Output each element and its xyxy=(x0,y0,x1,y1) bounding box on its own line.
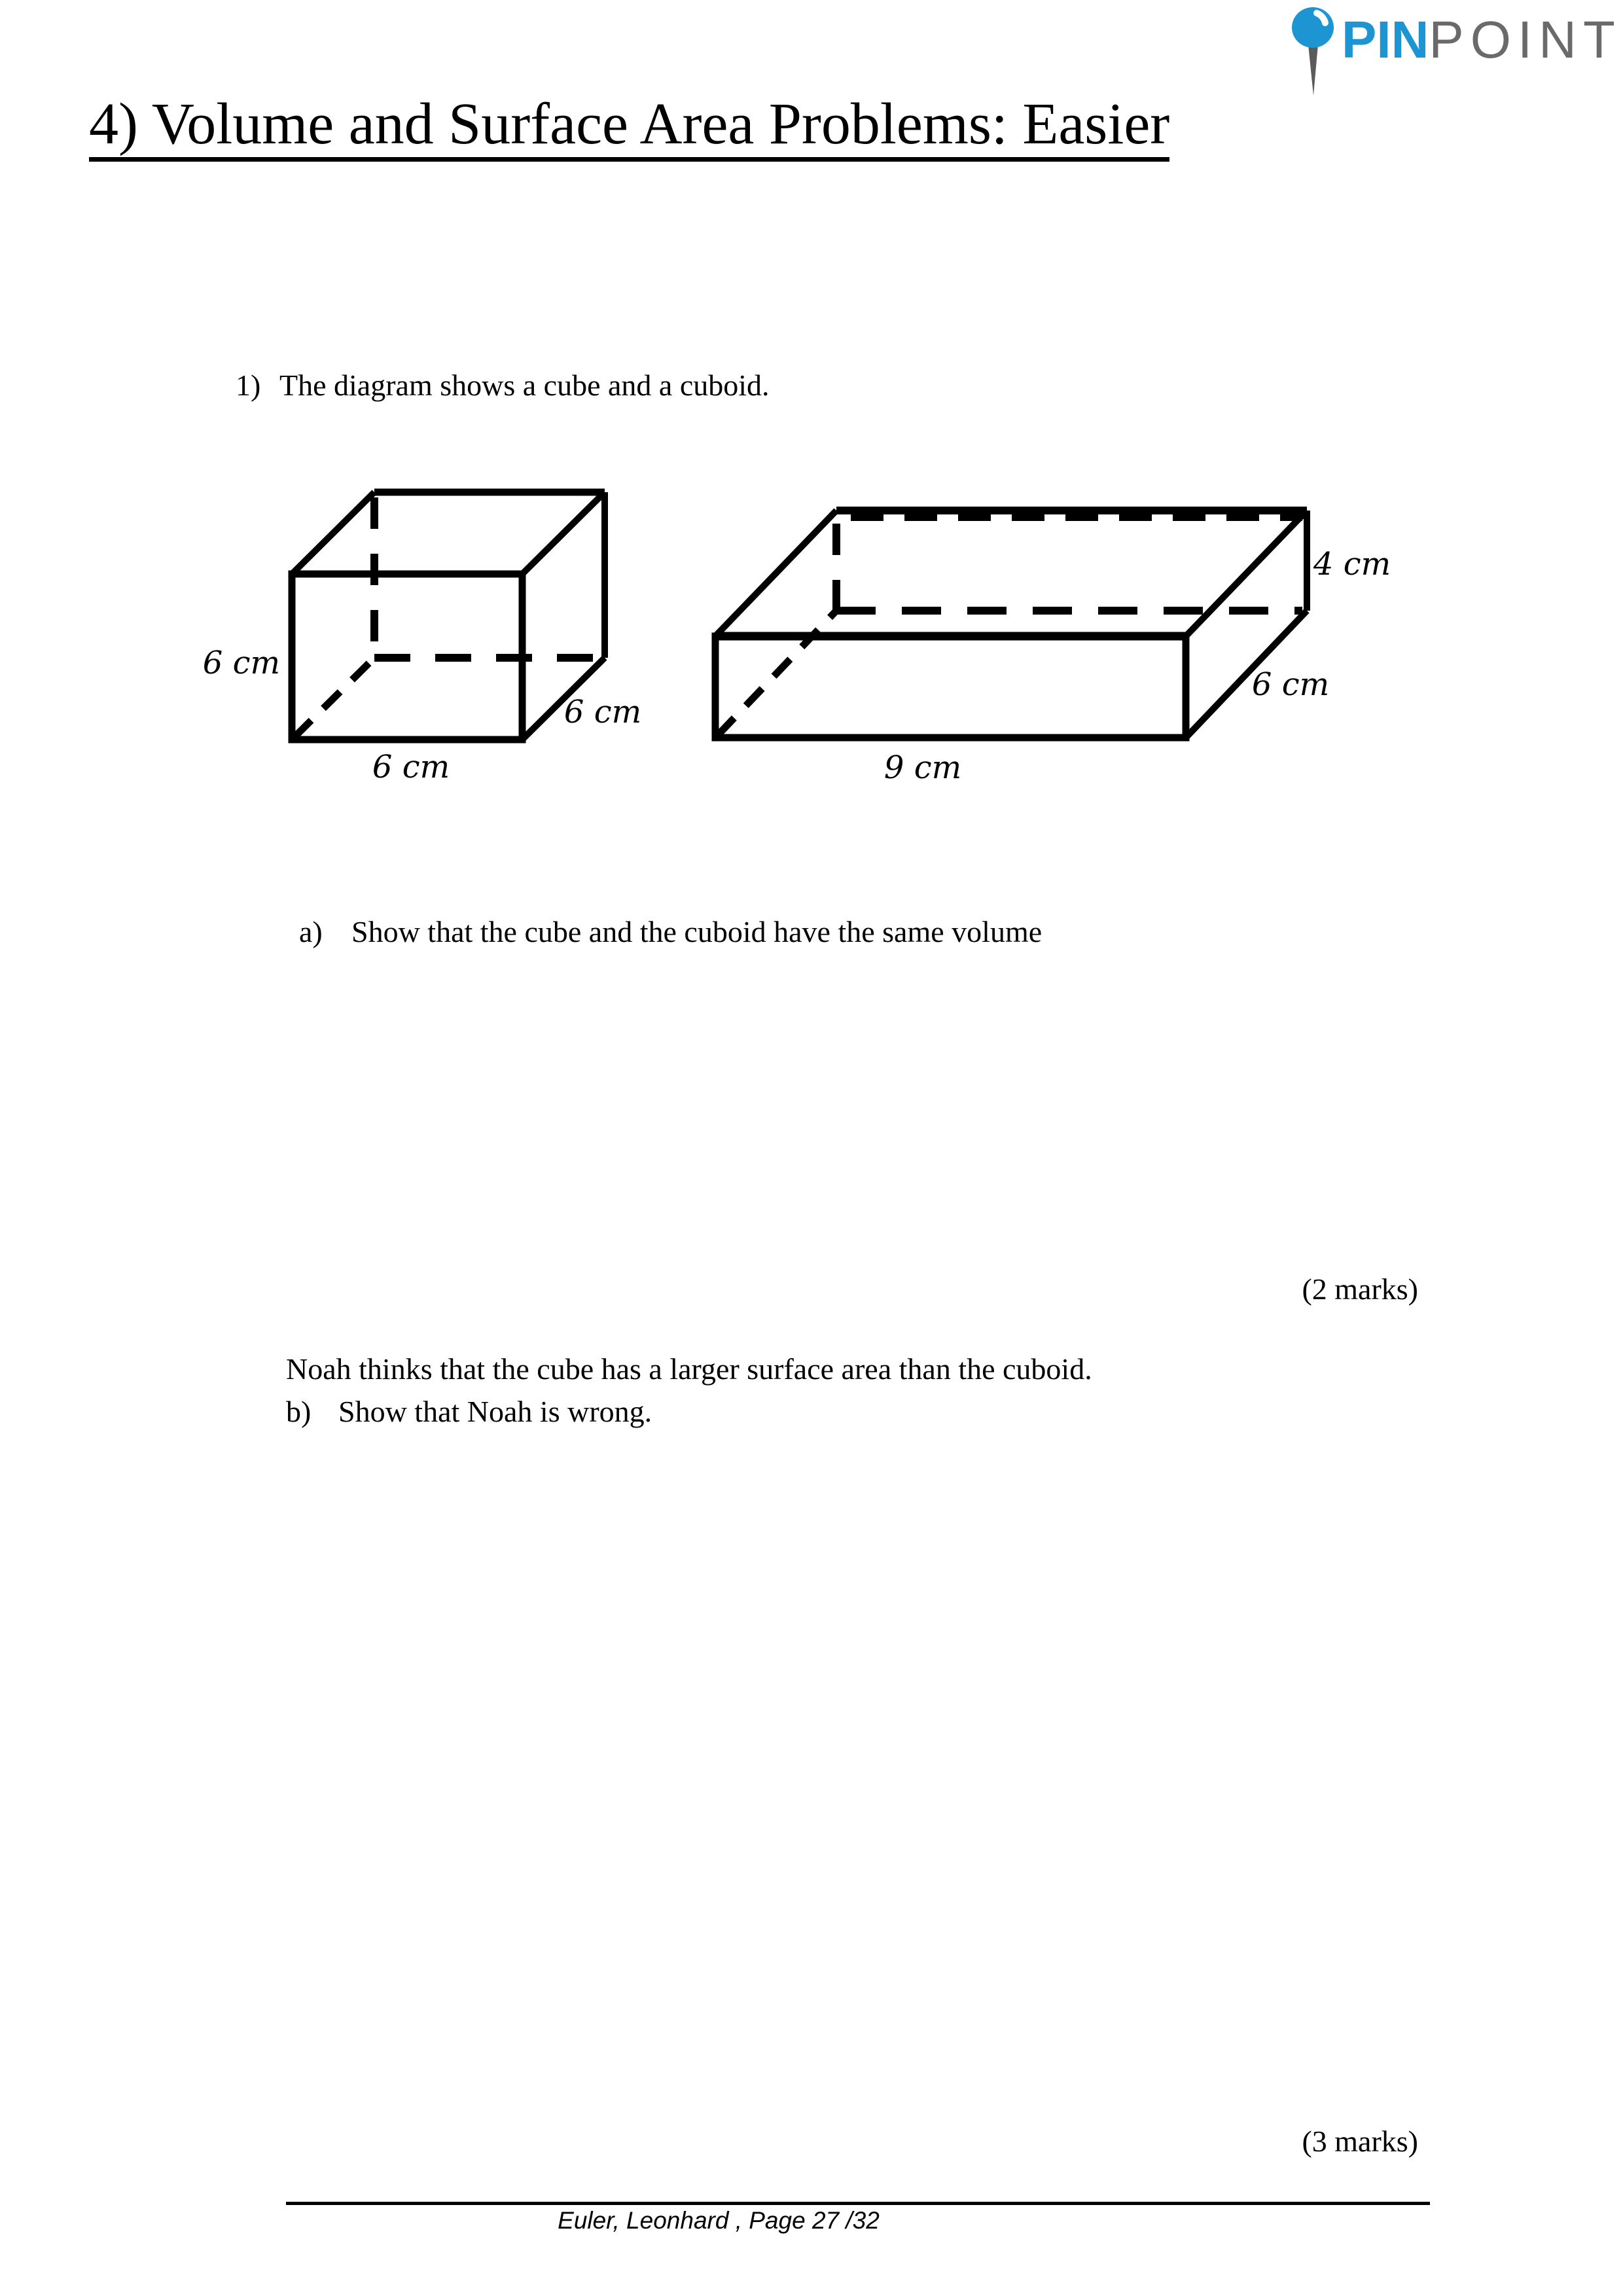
question-1-line xyxy=(236,369,770,402)
part-a-label: a) xyxy=(299,915,323,948)
cube-height-label: 6 cm xyxy=(202,645,280,681)
part-b-marks: (3 marks) xyxy=(1302,2125,1418,2158)
cuboid-width-label: 9 cm xyxy=(883,749,962,786)
question-number: 1) xyxy=(236,368,261,402)
footer-page-info: Euler, Leonhard , Page 27 /32 xyxy=(558,2207,880,2234)
page-title: 4) Volume and Surface Area Problems: Easier xyxy=(89,92,1169,162)
part-b-label: b) xyxy=(286,1395,312,1428)
cuboid-depth-label: 6 cm xyxy=(1251,666,1330,703)
part-a-text: Show that the cube and the cuboid have the same volume xyxy=(351,915,1043,948)
question-intro: The diagram shows a cube and a cuboid. xyxy=(279,368,770,402)
logo-point-text: POINT xyxy=(1429,10,1622,69)
cube-width-label: 6 cm xyxy=(372,749,450,785)
cube-depth-label: 6 cm xyxy=(563,694,642,730)
logo-pin-text: PIN xyxy=(1342,10,1429,69)
cuboid-height-label: 4 cm xyxy=(1313,546,1391,583)
footer-divider xyxy=(286,2202,1430,2205)
part-b-line xyxy=(286,1395,652,1428)
part-b-preamble: Noah thinks that the cube has a larger surface area than the cuboid. xyxy=(286,1352,1092,1386)
cuboid-diagram xyxy=(715,511,1307,738)
pushpin-icon xyxy=(1291,4,1336,99)
part-a-line xyxy=(299,916,1042,948)
logo-wordmark xyxy=(1342,10,1622,69)
pinpoint-logo xyxy=(1291,0,1623,98)
part-b-text: Show that Noah is wrong. xyxy=(338,1395,652,1428)
part-a-marks: (2 marks) xyxy=(1302,1272,1418,1306)
